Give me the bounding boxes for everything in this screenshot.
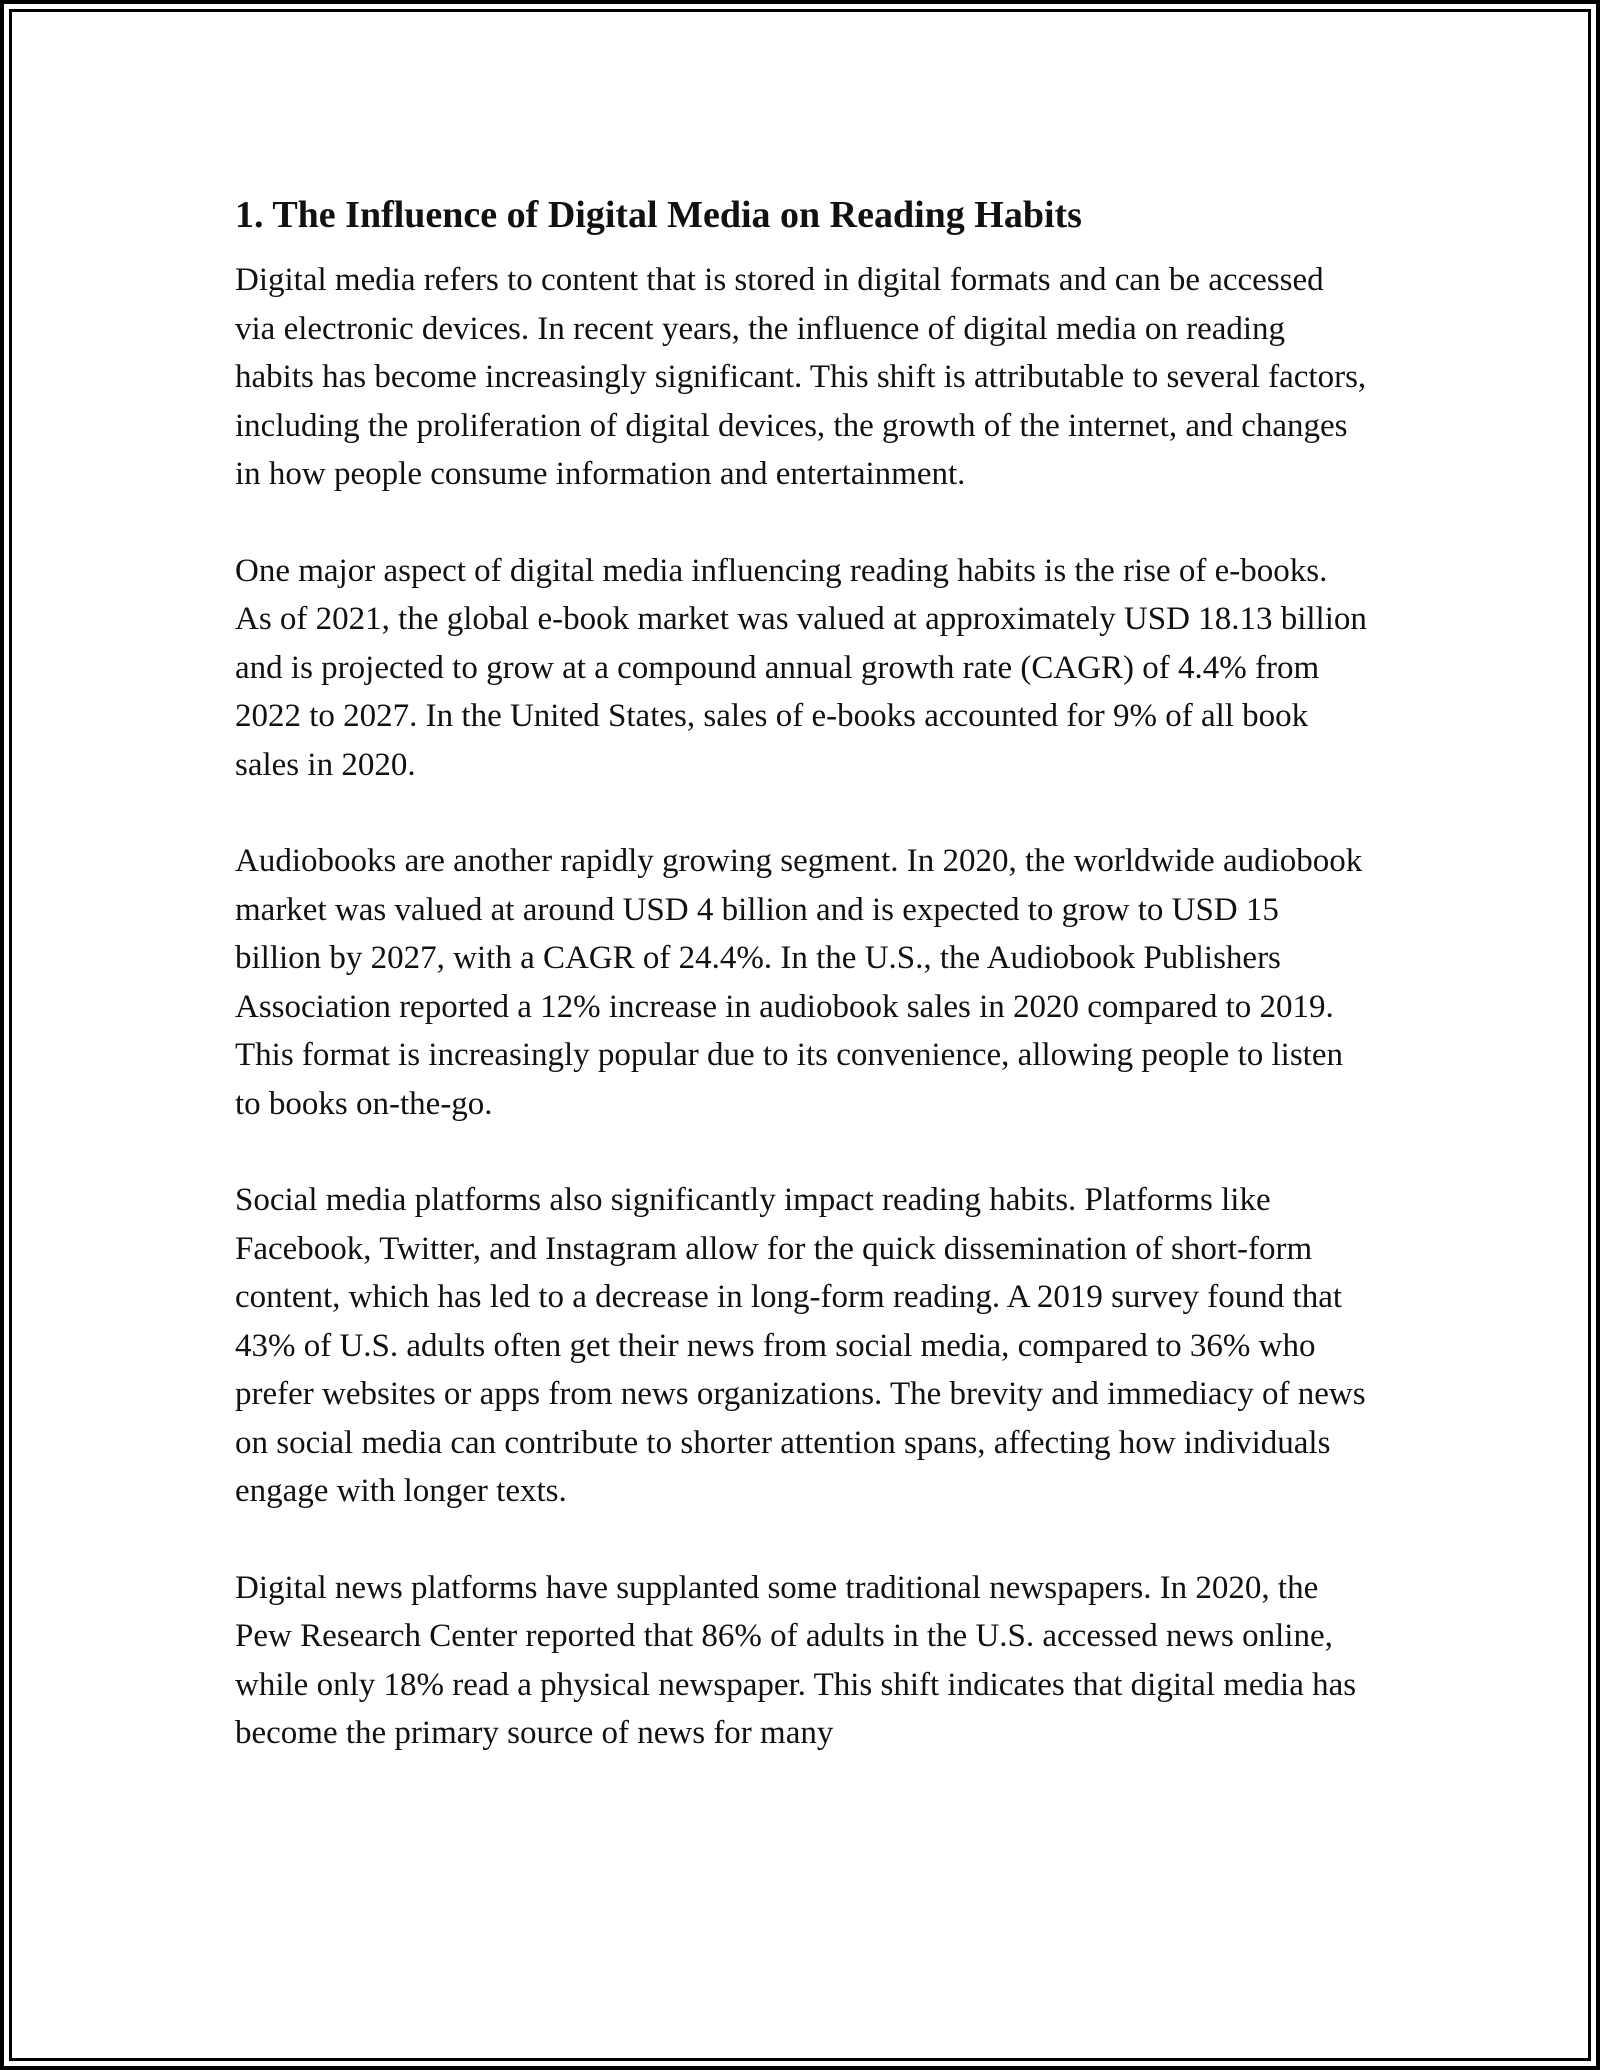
section-title: 1. The Influence of Digital Media on Reading Habits [235, 194, 1082, 236]
paragraph-ebooks: One major aspect of digital media influencing reading habits is the rise of e-books. As of 2021, the global e-book market was valued at approximately USD 18.13 billion and is projected to grow at a compound annual growth rate (CAGR) of 4.4% from 2022 to 2027. In the United States, sales of e-books accounted for 9% of all book sales in 2020. [235, 552, 1367, 783]
paragraph-definition: Digital media refers to content that is stored in digital formats and can be accessed via electronic devices. In recent years, the influence of digital media on reading habits has become increasingly significant. This shift is attributable to several factors, including the proliferation of digital devices, the growth of the internet, and changes in how people consume information and entertainment. [235, 262, 1367, 492]
paragraph-audiobooks: Audiobooks are another rapidly growing segment. In 2020, the worldwide audiobook market was valued at around USD 4 billion and is expected to grow to USD 15 billion by 2027, with a CAGR of 24.4%. In the U.S., the Audiobook Publishers Association reported a 12% increase in audiobook sales in 2020 compared to 2019. This format is increasingly popular due to its convenience, allowing people to listen to books on-the-go. [235, 843, 1363, 1122]
paragraph-social-media: Social media platforms also significantly impact reading habits. Platforms like Facebook, Twitter, and Instagram allow for the quick dissemination of short-form content, which has led to a decrease in long-form reading. A 2019 survey found that 43% of U.S. adults often get their news from social media, compared to 36% who prefer websites or apps from news organizations. The brevity and immediacy of news on social media can contribute to shorter attention spans, affecting how individuals engage with longer texts. [235, 1182, 1366, 1509]
paragraph-digital-news: Digital news platforms have supplanted some traditional newspapers. In 2020, the Pew Research Center reported that 86% of adults in the U.S. accessed news online, while only 18% read a physical newspaper. This shift indicates that digital media has become the primary source of news for many [235, 1569, 1357, 1751]
document-body [235, 184, 1370, 1758]
